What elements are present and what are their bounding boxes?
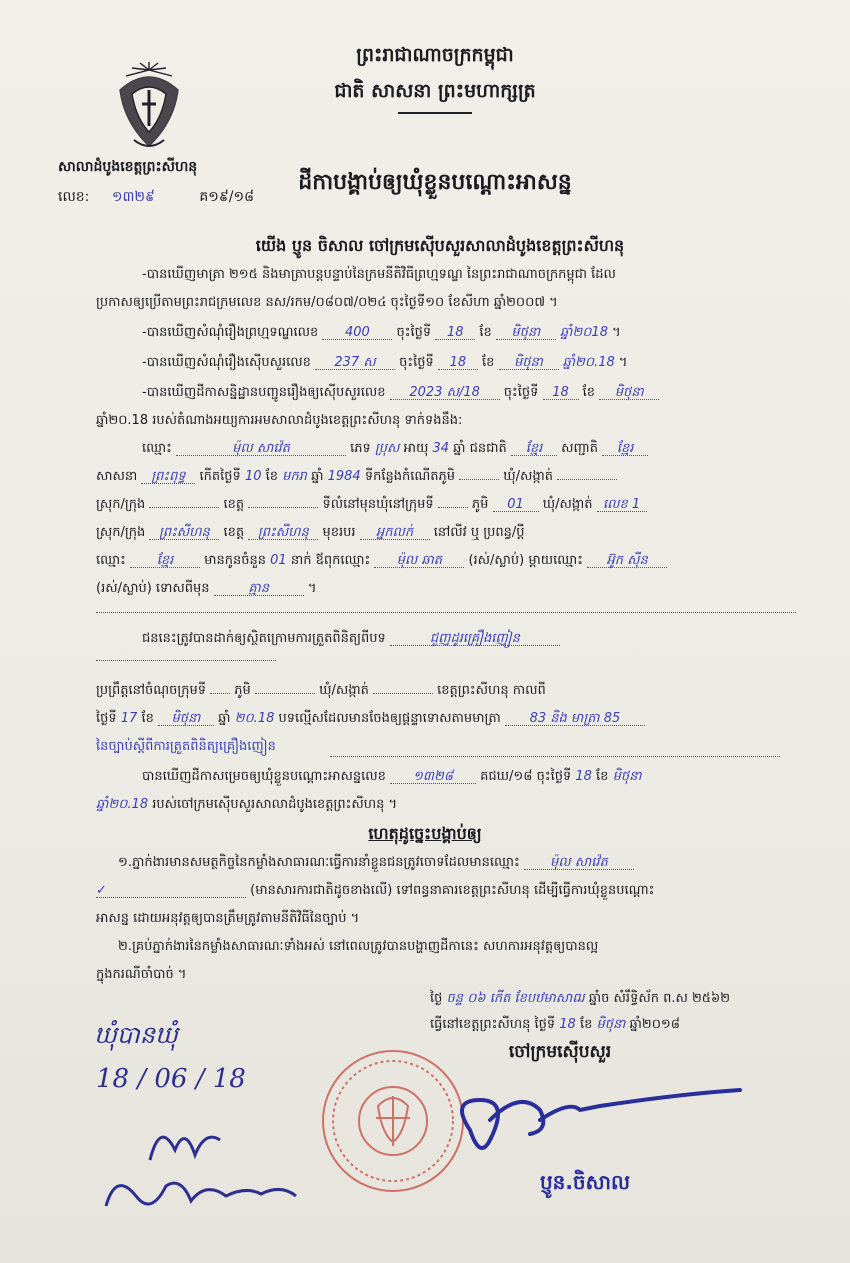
person-birth-row: សាសនា ព្រះពុទ្ធ កើតថ្ងៃទី 10 ខែ មករា ឆ្នាំ 1984 ទីកន្លែងកំណើតភូមិ ឃុំ/សង្កាត់ (96, 470, 617, 484)
place-date-row: ធ្វើនៅខេត្តព្រះសីហនុ ថ្ងៃទី 18 ខែ មិថុនា ឆ្នាំ២០១៨ (430, 1017, 680, 1032)
margin-signature-icon (96, 1166, 306, 1226)
reason-1-line-a: ១.ភ្នាក់ងារមានសមត្ថកិច្ចនៃកម្លាំងសាធារណៈធ្វើការនាំខ្លួនជនត្រូវចោទដែលមានឈ្មោះ ម៉ុល សាវ៉េត (118, 856, 634, 870)
recital-referral-row: -បានឃើញដីកាសន្និដ្ឋានបញ្ជូនរឿងឲ្យស៊ើបសួរលេខ 2023 ស/18 ចុះថ្ងៃទី 18 ខែ មិថុនា (142, 386, 659, 400)
issuer-line: យើង ប្ញូន ចិសាល ចៅក្រមស៊ើបសួរសាលាដំបូងខេត្តព្រះសីហនុ (255, 236, 625, 255)
lunar-date-row: ថ្ងៃ ចន្ទ ០៦ កើត ខែបឋមាសាឍ ឆ្នាំច សំរឹទ្ធិស័ក ព.ស ២៥៦២ (430, 991, 731, 1006)
signer-title: ចៅក្រមស៊ើបសួរ (508, 1042, 612, 1062)
ref-suffix: គ១៩/១៨ (199, 189, 254, 205)
referral-number-field: 2023 ស/18 (390, 386, 500, 400)
person-prior-row: (រស់/ស្លាប់) ទោសពីមុន គ្មាន ។ (96, 581, 317, 596)
recital-2: ប្រកាសឲ្យប្រើតាមព្រះរាជក្រមលេខ នស/រកម/០៨០៧/០២៤ ចុះថ្ងៃទី១០ ខែសីហា ឆ្នាំ២០០៧ ។ (96, 295, 558, 310)
recital-case-row: -បានឃើញសំណុំរឿងព្រហ្មទណ្ឌលេខ 400 ចុះថ្ងៃទី 18 ខែ មិថុនា ឆ្នាំ២០18 ។ (142, 325, 621, 340)
reason-1-line-c: អាសន្ន ដោយអនុវត្តឲ្យបានត្រឹមត្រូវតាមនីតិវិធីនៃច្បាប់ ។ (96, 911, 360, 926)
ref-number: ១៣២៩ (111, 189, 155, 205)
charge-row: ជននេះត្រូវបានដាក់ឲ្យស្ថិតក្រោមការត្រួតពិនិត្យពីបទ ជួញដូរគ្រឿងញៀន (142, 632, 560, 646)
case-number-field: 400 (322, 326, 392, 340)
law-row: នៃច្បាប់ស្តីពីការត្រួតពិនិត្យគ្រឿងញៀន (96, 739, 276, 754)
ref-label: លេខ: (58, 189, 90, 205)
blank-line (96, 660, 276, 661)
person-occupation-row: ស្រុក/ក្រុង ព្រះសីហនុ ខេត្ត ព្រះសីហនុ មុខរបរ អ្នកលក់ នៅលីវ ឬ ប្រពន្ធ/ប្តី (96, 525, 525, 540)
decision-issuer-row: ឆ្នាំ២០.18 របស់ចៅក្រមស៊ើបសួរសាលាដំបូងខេត្តព្រះសីហនុ ។ (96, 797, 398, 812)
accused-name-field: ម៉ុល សាវ៉េត (176, 442, 346, 456)
court-emblem-icon (112, 60, 186, 152)
person-name-row: ឈ្មោះ ម៉ុល សាវ៉េត ភេទ ប្រុស អាយុ 34 ឆ្នាំ ជនជាតិ ខ្មែរ សញ្ជាតិ ខ្មែរ (142, 442, 648, 456)
signer-name: ប្ញូន.ចិសាល (539, 1170, 631, 1194)
recital-1: -បានឃើញមាត្រា ២១៥ និងមាត្រាបន្តបន្ទាប់នៃក្រមនីតិវិធីព្រហ្មទណ្ឌ នៃព្រះរាជាណាចក្រកម្ពុជា ដែល (142, 267, 616, 282)
body-line-prosecutor: ឆ្នាំ២០.18 របស់តំណាងអយ្យការអមសាលាដំបូងខេត្តព្រះសីហនុ ទាក់ទងនឹង: (96, 413, 463, 428)
decision-row: បានឃើញដីកាសម្រេចឲ្យឃុំខ្លួនបណ្តោះអាសន្នលេខ ១៣២៨ គជឃ/១៨ ចុះថ្ងៃទី 18 ខែ មិថុនា (142, 769, 642, 784)
margin-date: 18 / 06 / 18 (96, 1064, 246, 1094)
reason-2-line-a: ២.គ្រប់ភ្នាក់ងារនៃកម្លាំងសាធារណៈទាំងអស់ នៅពេលត្រូវបានបង្ហាញដីកានេះ សហការអនុវត្តឲ្យបានល្អ (118, 939, 599, 954)
motto-heading: ជាតិ សាសនា ព្រះមហាក្សត្រ (334, 80, 536, 102)
crime-date-row: ថ្ងៃទី 17 ខែ មិថុនា ឆ្នាំ ២០.18 បទល្មើសដែលមានចែងឲ្យផ្តន្ទាទោសតាមមាត្រា 83 និង មាត្រា 85 (96, 712, 645, 726)
person-family-row: ឈ្មោះ ខ្មែរ មានកូនចំនួន 01 នាក់ ឪពុកឈ្មោះ ម៉ុល ឆាត (រស់/ស្លាប់) ម្តាយឈ្មោះ អ៊ូក ស៊ីន (96, 554, 667, 568)
motto-rule (398, 112, 472, 114)
signature-icon (430, 1070, 750, 1170)
margin-initials-icon (140, 1110, 240, 1170)
court-name: សាលាដំបូងខេត្តព្រះសីហនុ (58, 159, 198, 175)
reasons-heading: ហេតុដូច្នេះបង្គាប់ឲ្យ (368, 824, 482, 843)
kingdom-heading: ព្រះរាជាណាចក្រកម្ពុជា (356, 44, 514, 66)
document-title: ដីកាបង្គាប់ឲ្យឃុំខ្លួនបណ្តោះអាសន្ន (298, 170, 572, 195)
investigation-number-field: 237 ស (315, 356, 395, 370)
blank-line (96, 612, 796, 613)
margin-note: ឃុំបានឃុំ (94, 1021, 178, 1049)
person-address-row: ស្រុក/ក្រុង ខេត្ត ទីលំនៅមុនឃុំនៅក្រុមទី ភូមិ 01 ឃុំ/សង្កាត់ លេខ 1 (96, 498, 647, 512)
charge-field: ជួញដូរគ្រឿងញៀន (390, 632, 560, 646)
reason-1-line-b: ✓ (មានសារការជាតិដូចខាងលើ) ទៅពន្ធនាគារខេត្តព្រះសីហនុ ដើម្បីធ្វើការឃុំខ្លួនបណ្តោះ (96, 883, 655, 898)
blank-line (330, 756, 780, 757)
reason-2-line-b: ក្នុងករណីចាំបាច់ ។ (96, 967, 187, 982)
recital-investigation-row: -បានឃើញសំណុំរឿងស៊ើបសួរលេខ 237 ស ចុះថ្ងៃទី 18 ខែ មិថុនា ឆ្នាំ២០.18 ។ (142, 355, 628, 370)
crime-location-row: ប្រព្រឹត្តនៅចំណុចក្រុមទី ភូមិ ឃុំ/សង្កាត់ ខេត្តព្រះសីហនុ កាលពី (96, 683, 546, 698)
